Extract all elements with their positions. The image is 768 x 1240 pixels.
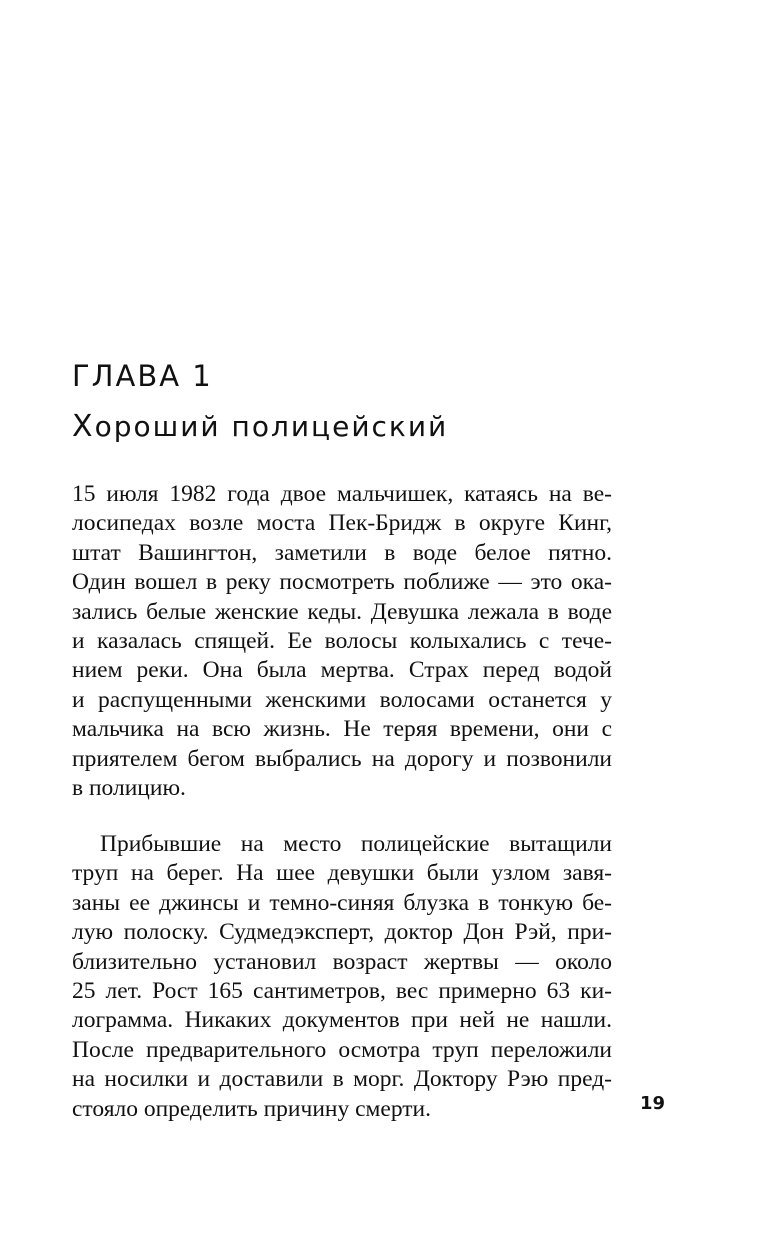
text-line: лосипедах возле моста Пек-Бридж в округе Кинг, — [72, 510, 612, 537]
text-line: заны ее джинсы и темно-синяя блузка в тонкую бе- — [72, 889, 612, 916]
text-line: лую полоску. Судмедэксперт, доктор Дон Рэй, при- — [72, 919, 612, 946]
text-line: Один вошел в реку посмотреть поближе — это ока- — [72, 569, 612, 596]
chapter-title-rest: ороший полицейский — [94, 410, 449, 443]
text-line: на носилки и доставили в морг. Доктору Рэю пред- — [72, 1066, 612, 1093]
chapter-label: ГЛАВА 1 — [72, 359, 213, 393]
paragraph-1 — [72, 480, 612, 803]
text-line: близительно установил возраст жертвы — около — [72, 948, 612, 975]
text-line: штат Вашингтон, заметили в воде белое пятно. — [72, 539, 612, 566]
text-line: нием реки. Она была мертва. Страх перед водой — [72, 657, 612, 684]
text-line: и казалась спящей. Ее волосы колыхались с тече- — [72, 627, 612, 654]
text-line: 25 лет. Рост 165 сантиметров, вес примерно 63 ки- — [72, 977, 612, 1004]
page-number: 19 — [640, 1093, 666, 1114]
text-line: Прибывшие на место полицейские вытащили — [100, 831, 612, 857]
chapter-title-initial: Х — [72, 409, 95, 444]
text-line: труп на берег. На шее девушки были узлом завя- — [72, 860, 612, 887]
text-line: стояло определить причину смерти. — [72, 1095, 431, 1122]
text-line: и распущенными женскими волосами останется у — [72, 686, 612, 713]
chapter-title — [72, 409, 448, 445]
text-line: мальчика на всю жизнь. Не теряя времени, они с — [72, 716, 612, 743]
text-line: зались белые женские кеды. Девушка лежала в воде — [72, 598, 612, 625]
paragraph-2 — [72, 830, 612, 1124]
text-line: приятелем бегом выбрались на дорогу и позвонили — [72, 745, 612, 772]
text-line: в полицию. — [72, 774, 186, 801]
text-line: лограмма. Никаких документов при ней не нашли. — [72, 1007, 612, 1034]
text-line: 15 июля 1982 года двое мальчишек, катаясь на ве- — [72, 481, 612, 507]
text-line: После предварительного осмотра труп переложили — [72, 1036, 612, 1063]
